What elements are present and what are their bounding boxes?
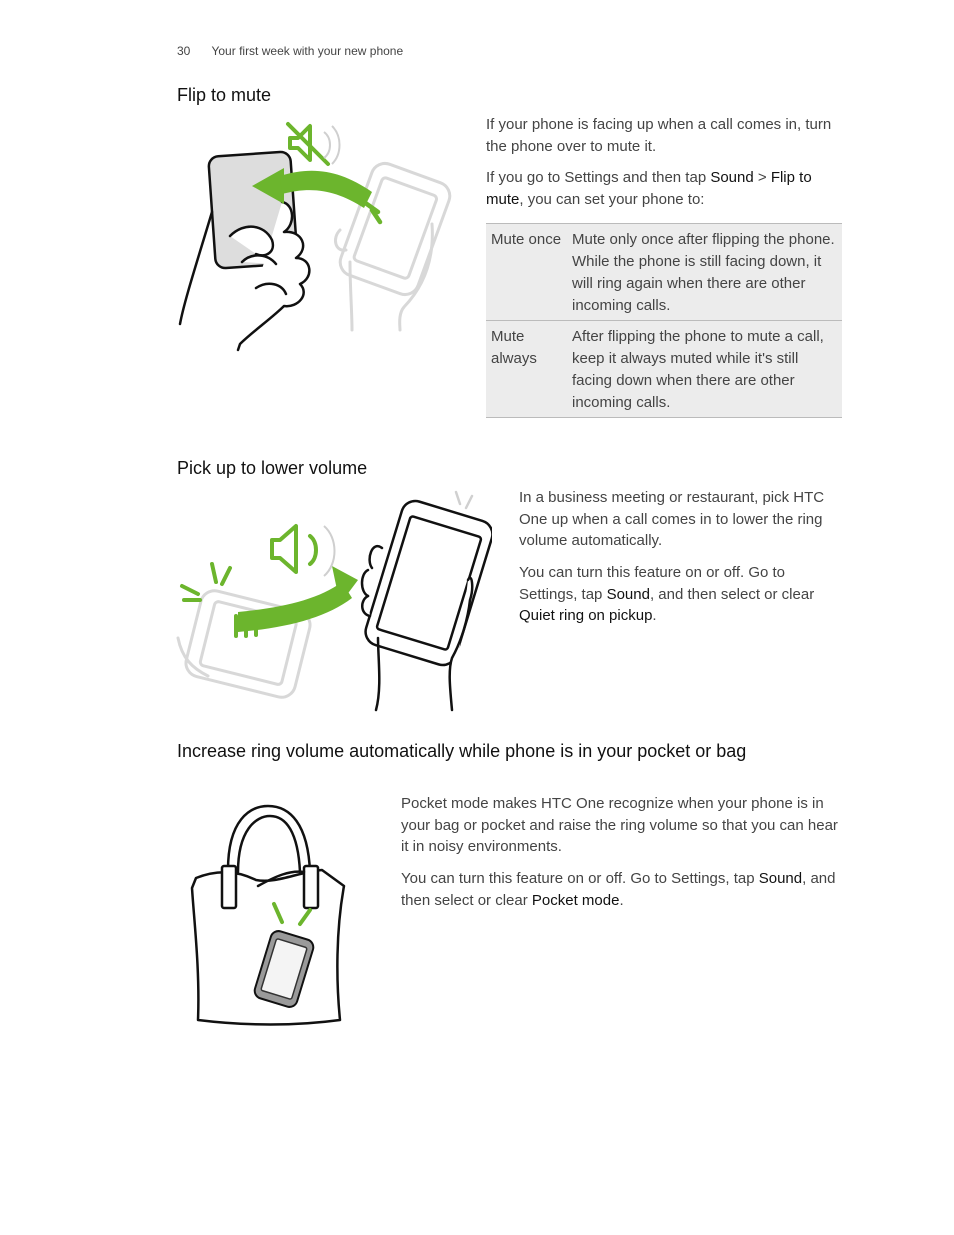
section-title-flip-to-mute: Flip to mute [177, 85, 272, 105]
option-description: After flipping the phone to mute a call, keep it always muted while it's still facing down when there are other incoming calls. [567, 321, 842, 418]
flip-paragraph-1: If your phone is facing up when a call comes in, turn the phone over to mute it. [486, 116, 832, 155]
text-fragment: , and then select or clear [401, 870, 836, 909]
option-name: Mute once [486, 224, 567, 321]
pickup-paragraph-1: In a business meeting or restaurant, pick HTC One up when a call comes in to lower the ring volume automatically. [519, 489, 825, 549]
option-name: Mute always [486, 321, 567, 418]
text-fragment: You can turn this feature on or off. Go to Settings, tap [519, 564, 786, 603]
table-row [486, 224, 842, 321]
pocket-paragraph-1: Pocket mode makes HTC One recognize when your phone is in your bag or pocket and raise the ring volume so that you can hear it in noisy environments. [401, 795, 838, 855]
setting-sound: Sound [606, 585, 650, 603]
flip-to-mute-illustration [172, 112, 452, 357]
text-fragment: . [619, 891, 624, 909]
text-fragment: , you can set your phone to: [519, 190, 705, 208]
flip-options-table [486, 223, 842, 418]
text-fragment: , and then select or clear [649, 585, 815, 603]
section-title-pocket-mode: Increase ring volume automatically while phone is in your pocket or bag [177, 741, 747, 761]
text-fragment: > [753, 169, 771, 186]
pick-up-illustration [172, 488, 492, 713]
page-header [177, 44, 403, 58]
text-fragment: . [652, 607, 657, 624]
section-title-pick-up: Pick up to lower volume [177, 458, 368, 478]
chapter-title: Your first week with your new phone [211, 44, 404, 58]
setting-sound: Sound [758, 870, 803, 887]
text-fragment: If you go to Settings and then tap [486, 169, 711, 186]
setting-pocket-mode: Pocket mode [531, 891, 620, 909]
table-row [486, 321, 842, 418]
pickup-paragraph-2 [519, 562, 839, 627]
option-description: Mute only once after flipping the phone. While the phone is still facing down, it will ring again when there are other incoming calls. [567, 224, 842, 321]
flip-paragraph-2 [486, 167, 836, 210]
muted-speaker-icon [288, 124, 328, 164]
setting-flip-to-mute: Flip to mute [486, 169, 812, 208]
setting-sound: Sound [710, 169, 754, 186]
text-fragment: You can turn this feature on or off. Go to Settings, tap [401, 870, 759, 887]
speaker-sound-icon [272, 526, 316, 572]
pocket-paragraph-2 [401, 868, 841, 911]
pocket-mode-illustration [186, 800, 352, 1030]
page-number: 30 [177, 44, 191, 58]
setting-quiet-ring-on-pickup: Quiet ring on pickup [519, 607, 653, 624]
